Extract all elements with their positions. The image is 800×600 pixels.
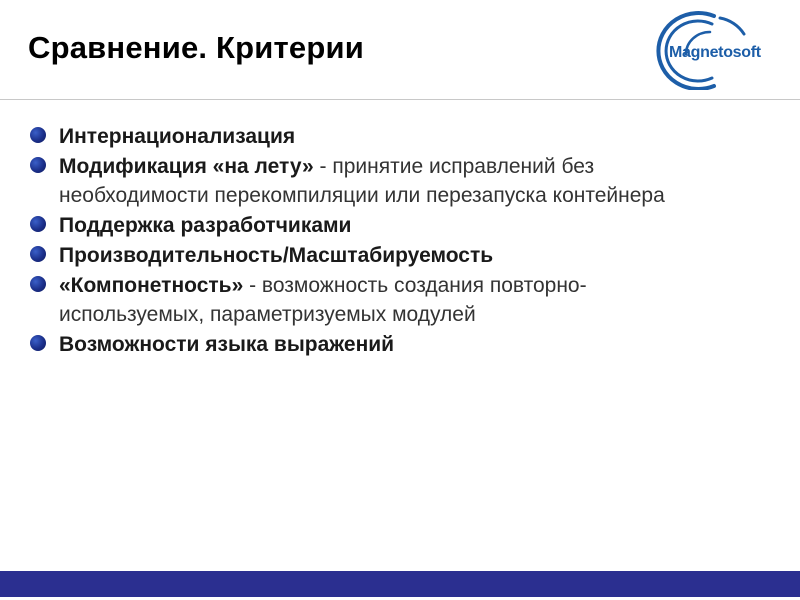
item-bold-text: «Компонетность»	[59, 274, 244, 297]
item-text: - возможность создания повторно-используемых, параметризуемых модулей	[59, 274, 587, 326]
bullet-dot-icon	[30, 157, 46, 173]
footer-bar	[0, 571, 800, 597]
bullet-dot-icon	[30, 127, 46, 143]
list-item	[30, 152, 730, 210]
item-text: - принятие исправлений без необходимости перекомпиляции или перезапуска контейнера	[59, 155, 665, 207]
list-item	[30, 330, 730, 359]
item-bold-text: Производительность/Масштабируемость	[59, 244, 494, 267]
item-bold-text: Возможности языка выражений	[59, 333, 395, 356]
criteria-list	[30, 122, 730, 360]
bullet-dot-icon	[30, 335, 46, 351]
list-item	[30, 271, 730, 329]
list-item	[30, 122, 730, 151]
item-bold-text: Интернационализация	[59, 125, 296, 148]
list-item	[30, 211, 730, 240]
logo-text: Magnetosoft	[669, 44, 761, 61]
bullet-dot-icon	[30, 276, 46, 292]
list-item	[30, 241, 730, 270]
bullet-dot-icon	[30, 246, 46, 262]
bullet-dot-icon	[30, 216, 46, 232]
title-divider	[0, 99, 800, 100]
item-bold-text: Модификация «на лету»	[59, 155, 314, 178]
magnetosoft-logo	[652, 10, 782, 90]
item-bold-text: Поддержка разработчиками	[59, 214, 352, 237]
slide-title: Сравнение. Критерии	[28, 30, 365, 65]
